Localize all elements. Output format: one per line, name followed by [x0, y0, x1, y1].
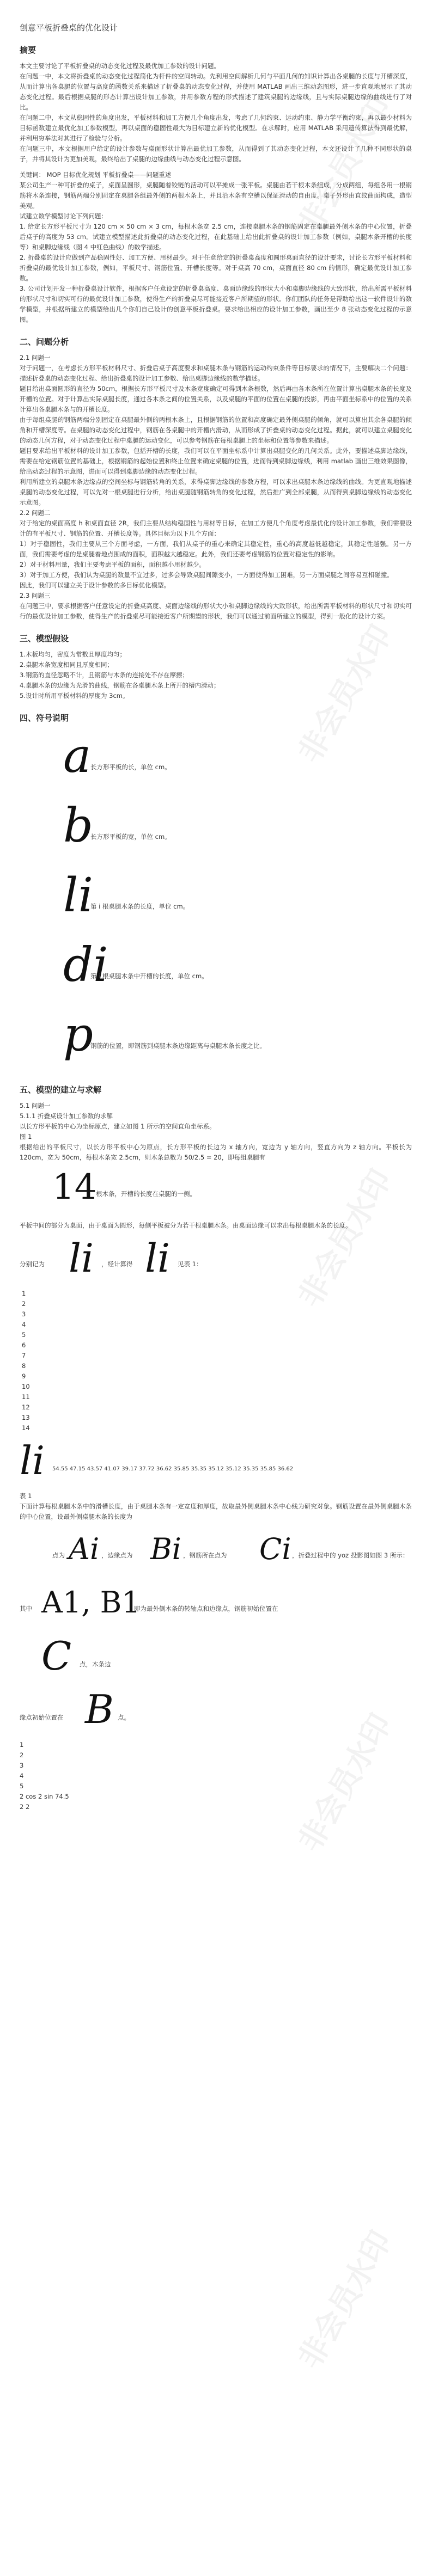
- problem-paragraph: 某公司生产一种可折叠的桌子，桌面呈圆形，桌腿随着铰链的活动可以平摊成一张平板。桌腿由若干根木条组成，分成两组，每组各用一根钢筋将木条连接，钢筋两端分别固定在桌腿各组最外侧的两根木条上，并且沿木条有空槽以保证滑动的自由度。桌子外形由直纹曲面构成，造型美观。: [20, 181, 412, 210]
- equation-fragments: [20, 1740, 412, 1812]
- inline-text: 点。: [118, 1714, 130, 1721]
- model-paragraph: 下面计算每根桌腿木条中的滑槽长度，由于桌腿木条有一定宽度和厚度，故取最外侧桌腿木条中心线为研究对象。钢筋设置在最外侧桌腿木条的中心位置，设最外侧桌腿木条的长度为: [20, 1502, 412, 1520]
- assumption-item: 2.桌腿木条宽度相同且厚度相同；: [20, 661, 113, 668]
- symbol-description: 长方形平板的宽，单位 cm。: [90, 833, 171, 841]
- abstract-paragraph: 本文主要讨论了平板折叠桌的动态变化过程及最优加工参数的设计问题。: [20, 62, 220, 70]
- analysis-paragraph: 1）对于稳固性，我们主要从三个方面考虑，一方面，我们从桌子的重心来确定其稳定性，重心的高度越低越稳定，其稳定性越强。另一方面，我们需要考虑的是桌腿着地点围成的面积，面积越大越稳定。此外，我们还要考虑钢筋的位置对稳定性的影响。: [20, 540, 412, 558]
- formula-A1B1: A1, B1: [41, 1585, 141, 1620]
- analysis-paragraph: 2.2 问题二: [20, 509, 51, 517]
- formula-li: li: [69, 1235, 94, 1281]
- table-cell: 3: [22, 1310, 26, 1318]
- equation-fragment: 2 2: [20, 1803, 30, 1811]
- symbol-row: [20, 729, 412, 794]
- document-content: [20, 22, 412, 1812]
- symbol-row: [20, 1008, 412, 1073]
- formula-Ci: Ci: [259, 1532, 291, 1566]
- problem-paragraph: 2. 折叠桌的设计应做到产品稳固性好、加工方便、用材最少。对于任意给定的折叠桌高度和圆形桌面直径的设计要求，讨论长方形平板材料和折叠桌的最优设计加工参数，例如，平板尺寸、钢筋位置、开槽长度等。对于桌高 70 cm，桌面直径 80 cm 的情形，确定最优设计加工参数。: [20, 254, 412, 282]
- watermark: 非会员水印: [291, 619, 399, 769]
- problem-paragraph: 试建立数学模型讨论下列问题：: [20, 212, 107, 220]
- inline-text: ，折叠过程中的 yoz 投影图如图 3 所示：: [292, 1551, 409, 1559]
- problem-paragraph: 3. 公司计划开发一种折叠桌设计软件，根据客户任意设定的折叠桌高度、桌面边缘线的形状大小和桌脚边缘线的大致形状，给出所需平板材料的形状尺寸和切实可行的最优设计加工参数，使得生产的折叠桌尽可能接近客户所期望的形状。你们团队的任务是帮助给出这一软件设计的数学模型，并根据所建立的模型给出几个你们自己设计的创意平板折叠桌。要求给出相应的设计加工参数，画出至少 8 张动态变化过程的示意图。: [20, 285, 412, 323]
- analysis-paragraph: 对于问题一，在考虑长方形平板材料尺寸、折叠后桌子高度要求和桌腿木条与钢筋的运动约束条件等目标要求的情况下，主要解决二个问题：描述折叠桌的动态变化过程、给出折叠桌的设计加工参数、给出桌脚边缘线的数学描述。: [20, 364, 412, 382]
- formula-row: [20, 1235, 412, 1284]
- symbol-glyph: a: [63, 729, 92, 783]
- model-paragraph: 5.1.1 折叠桌设计加工参数的求解: [20, 1112, 113, 1120]
- table-1-values: 54.55 47.15 43.57 41.07 39.17 37.72 36.62 35.85 35.35 35.12 35.12 35.35 35.85 36.62: [52, 1466, 294, 1472]
- symbol-description: 长方形平板的长，单位 cm。: [90, 763, 171, 771]
- inline-text: ，边缘点为: [101, 1551, 133, 1559]
- model-paragraph: 根木条，开槽的长度在桌腿的一侧。: [96, 1190, 196, 1198]
- model-heading: 五、模型的建立与求解: [20, 1085, 102, 1095]
- inline-text: 点，木条边: [80, 1660, 111, 1668]
- assumption-item: 3.钢筋的直径忽略不计，且钢筋与木条的连接处不存在摩擦；: [20, 671, 188, 679]
- model-paragraph: 平板中间的部分为桌面，由于桌面为圆形，每侧平板被分为若干根桌腿木条。由桌面边缘可以求出每根桌腿木条的长度。: [20, 1222, 352, 1229]
- equation-number: 4: [20, 1772, 24, 1780]
- analysis-paragraph: 3）对于加工方便，我们认为桌腿的数量不宜过多，过多会导致桌腿间隙变小，一方面使得加工困难，另一方面桌腿之间容易互相碰撞。: [20, 571, 393, 579]
- inline-text: ，经计算得: [101, 1260, 133, 1268]
- model-paragraph: 以长方形平板的中心为坐标原点，建立如图 1 所示的空间直角坐标系。: [20, 1123, 216, 1130]
- symbols-heading: 四、符号说明: [20, 713, 69, 723]
- formula-row: [20, 1526, 412, 1575]
- assumptions-heading: 三、模型假设: [20, 634, 69, 643]
- table-cell: 4: [22, 1321, 26, 1328]
- symbol-glyph: di: [63, 938, 108, 992]
- formula-Bi: Bi: [150, 1532, 181, 1566]
- table-cell: 10: [22, 1383, 30, 1390]
- assumption-item: 1.木板均匀，密度为常数且厚度均匀；: [20, 651, 126, 658]
- symbol-row: [20, 799, 412, 864]
- abstract-paragraph: 在问题一中，本文将折叠桌的动态变化过程简化为杆件的空间转动。先利用空间解析几何与平面几何的知识计算出各桌腿的长度与开槽深度，从而计算出各桌腿的位置与高度的函数关系来描述了折叠桌的动态变化过程，并使用 MATLAB 画出三维动态图形，进一步直观地展示了其动态变化过程。最后根据桌腿的形态计算出设计加工参数，并用参数方程的形式描述了建筑桌腿的边缘线，且与实际桌腿边缘的曲线进行了对比。: [20, 72, 412, 111]
- symbol-row: [20, 868, 412, 934]
- equation-number: 3: [20, 1762, 24, 1769]
- number-14: 14: [52, 1167, 97, 1207]
- table-caption: 表 1: [20, 1492, 32, 1500]
- keywords: 关键词： MOP 目标优化规划 平板折叠桌——问题重述: [20, 171, 172, 179]
- table-cell: 13: [22, 1414, 30, 1421]
- table-cell: 2: [22, 1300, 26, 1308]
- symbol-glyph: li: [63, 868, 94, 923]
- analysis-paragraph: 在问题三中，要求根据客户任意设定的折叠桌高度、桌面边缘线的形状大小和桌脚边缘线的大致形状，给出所需平板材料的形状尺寸和切实可行的最优设计加工参数，使得生产的折叠桌尽可能接近客户所期望的形状，我们可以通过前面所建立的模型，得到一般化的设计方案。: [20, 602, 412, 620]
- formula-row: [20, 1686, 412, 1735]
- formula-row: [20, 1580, 412, 1629]
- inline-text: 见表 1：: [178, 1260, 203, 1268]
- abstract-paragraph: 在问题二中，本文从稳固性的角度出发，平板材料和加工方便几个角度出发，考虑了几何约束、运动约束、静力学平衡约束，再以最少材料为目标函数建立最优化加工参数模型，再以桌面的稳固性最大为目标建立新的优化模型。在求解时，应用 MATLAB 采用遗传算法得到最优解，并利用穷举法对其进行了检验与分析。: [20, 114, 412, 142]
- model-paragraph: 根据给出的平板尺寸，以长方形平板中心为原点，长方形平板的长边为 x 轴方向，宽边为 y 轴方向，竖直方向为 z 轴方向。平板长为 120cm，宽为 50cm，每根木条宽 2.5cm，则木条总数为 50/2.5 = 20，即每组桌腿有: [20, 1143, 412, 1161]
- analysis-paragraph: 因此，我们可以建立关于设计参数的多目标优化模型。: [20, 581, 170, 589]
- formula-Ai: Ai: [69, 1532, 100, 1566]
- formula-li: li: [145, 1235, 171, 1281]
- table-cell: 11: [22, 1393, 30, 1401]
- formula-row: [20, 1167, 412, 1216]
- equation-number: 2: [20, 1751, 24, 1759]
- watermark: 非会员水印: [291, 1708, 399, 1858]
- analysis-paragraph: 2）对于材料用量，我们主要考虑平板的面积，面积越小用材越少。: [20, 561, 205, 568]
- formula-row: [20, 1633, 412, 1682]
- analysis-paragraph: 利用所建立的桌腿木条边缘点的空间坐标与钢筋转角的关系，求得桌脚边缘线的参数方程，可以求出桌腿木条边缘线的曲线。为更直观地描述桌腿的动态变化过程，可以先对一根桌腿进行分析，给出桌腿随钢筋转角的变化过程，然后推广到全部桌腿，从而得到桌脚边缘线的动态变化示意图。: [20, 478, 412, 506]
- symbol-row: [20, 938, 412, 1003]
- symbol-glyph: p: [63, 1008, 94, 1062]
- table-cell: 9: [22, 1372, 26, 1380]
- symbol-description: 钢筋的位置，即钢筋到桌腿木条边缘距离与桌腿木条长度之比。: [90, 1042, 266, 1050]
- assumption-item: 5.设计时所用平板材料的厚度为 3cm。: [20, 692, 129, 700]
- analysis-paragraph: 题目给出桌面圆形的直径为 50cm，根据长方形平板尺寸及木条宽度确定可得到木条根数，然后再由各木条所在位置计算出桌腿木条的长度及开槽的位置。对于计算出实际桌腿长度，通过各木条之间的位置关系，以及桌腿的平面的位置在桌腿的投影，再由平面坐标系中的位置的关系计算出各桌腿木条与的开槽长度。: [20, 385, 412, 413]
- abstract-paragraph: 在问题三中，本文根据用户给定的设计参数与桌面形状计算出最优加工参数，从而得到了其动态变化过程，本文还设计了几种不同形状的桌子，并将其设计为更加美观，最终给出了桌腿的边缘曲线与动态变化过程示意图。: [20, 145, 412, 163]
- formula-C: C: [41, 1633, 72, 1679]
- watermark: 非会员水印: [291, 1163, 399, 1314]
- table-cell: 7: [22, 1352, 26, 1359]
- analysis-paragraph: 题目要求给出平板材料的设计加工参数，包括开槽的长度，我们可以在平面坐标系中计算出桌腿变化的几何关系。此外，要描述桌脚边缘线，需要在给定钢筋位置的基础上，根据钢筋的起始位置和终止位置来确定桌腿的位置，进而得到桌脚边缘线，利用 matlab 画出三维效果图像，给出动态过程的示意图，进而可以得到桌脚边缘的动态变化过程。: [20, 447, 412, 475]
- symbol-glyph: b: [63, 799, 94, 853]
- table-cell: 12: [22, 1403, 30, 1411]
- analysis-heading: 二、问题分析: [20, 337, 69, 347]
- inline-text: ，钢筋所在点为: [183, 1551, 227, 1559]
- formula-B: B: [85, 1686, 114, 1732]
- inline-text: 分别记为: [20, 1260, 45, 1268]
- table-cell: 14: [22, 1424, 30, 1432]
- problem-paragraph: 1. 给定长方形平板尺寸为 120 cm × 50 cm × 3 cm，每根木条宽 2.5 cm，连接桌腿木条的钢筋固定在桌腿最外侧木条的中心位置，折叠后桌子的高度为 53 cm。试建立模型描述此折叠桌的动态变化过程，在此基础上给出此折叠桌的设计加工参数（例如，桌腿木条开槽的长度等）和桌脚边缘线（图 4 中红色曲线）的数学描述。: [20, 223, 412, 251]
- document-title: 创意平板折叠桌的优化设计: [20, 23, 118, 33]
- table-1-index-column: [22, 1289, 412, 1433]
- analysis-paragraph: 2.3 问题三: [20, 592, 51, 599]
- inline-text: 其中: [20, 1605, 32, 1612]
- formula-row: [20, 1438, 412, 1487]
- inline-text: 缘点初始位置在: [20, 1714, 64, 1721]
- analysis-paragraph: 由于每组桌腿的钢筋两端分别固定在桌腿最外侧的两根木条上，且根据钢筋的位置和高度确定最外侧桌腿的倾角，就可以算出其余各桌腿的倾角和开槽深度等。在桌腿的动态变化过程中，钢筋在各桌腿中的开槽内滑动，从而形成了折叠桌的动态变化过程。据此，就可以建立桌腿变化的动态几何方程，对于动态变化过程中桌腿的运动变化，可以参考钢筋在每根桌腿上的坐标和位置等参数来描述。: [20, 416, 412, 444]
- table-cell: 8: [22, 1362, 26, 1370]
- watermark: 非会员水印: [291, 91, 399, 241]
- symbol-description: 第 i 根桌腿木条的长度，单位 cm。: [90, 903, 190, 910]
- table-cell: 1: [22, 1290, 26, 1297]
- analysis-paragraph: 对于给定的桌面高度 h 和桌面直径 2R，我们主要从结构稳固性与用材等目标，在加工方便几个角度考虑最优化的设计加工参数，我们需要设计的有平板尺寸、钢筋的位置、开槽长度等。具体目标为以下几个方面：: [20, 519, 412, 537]
- formula-li: li: [20, 1438, 45, 1483]
- assumption-item: 4.桌腿木条的边缘为光滑的曲线，钢筋在各桌腿木条上所开的槽内滑动；: [20, 682, 220, 689]
- symbol-description: 第 i 根桌腿木条中开槽的长度，单位 cm。: [90, 972, 208, 980]
- watermark: 非会员水印: [291, 2225, 399, 2375]
- equation-number: 5: [20, 1782, 24, 1790]
- analysis-paragraph: 2.1 问题一: [20, 354, 51, 361]
- model-paragraph: 5.1 问题一: [20, 1102, 51, 1109]
- inline-text: 即为最外侧木条的转轴点和边缘点，钢筋初始位置在: [134, 1605, 278, 1612]
- abstract-heading: 摘要: [20, 45, 36, 55]
- table-cell: 6: [22, 1341, 26, 1349]
- equation-number: 1: [20, 1741, 24, 1749]
- figure-caption: 图 1: [20, 1133, 32, 1140]
- table-cell: 5: [22, 1331, 26, 1339]
- inline-text: 点为: [52, 1551, 65, 1559]
- equation-fragment: 2 cos 2 sin 74.5: [20, 1793, 69, 1800]
